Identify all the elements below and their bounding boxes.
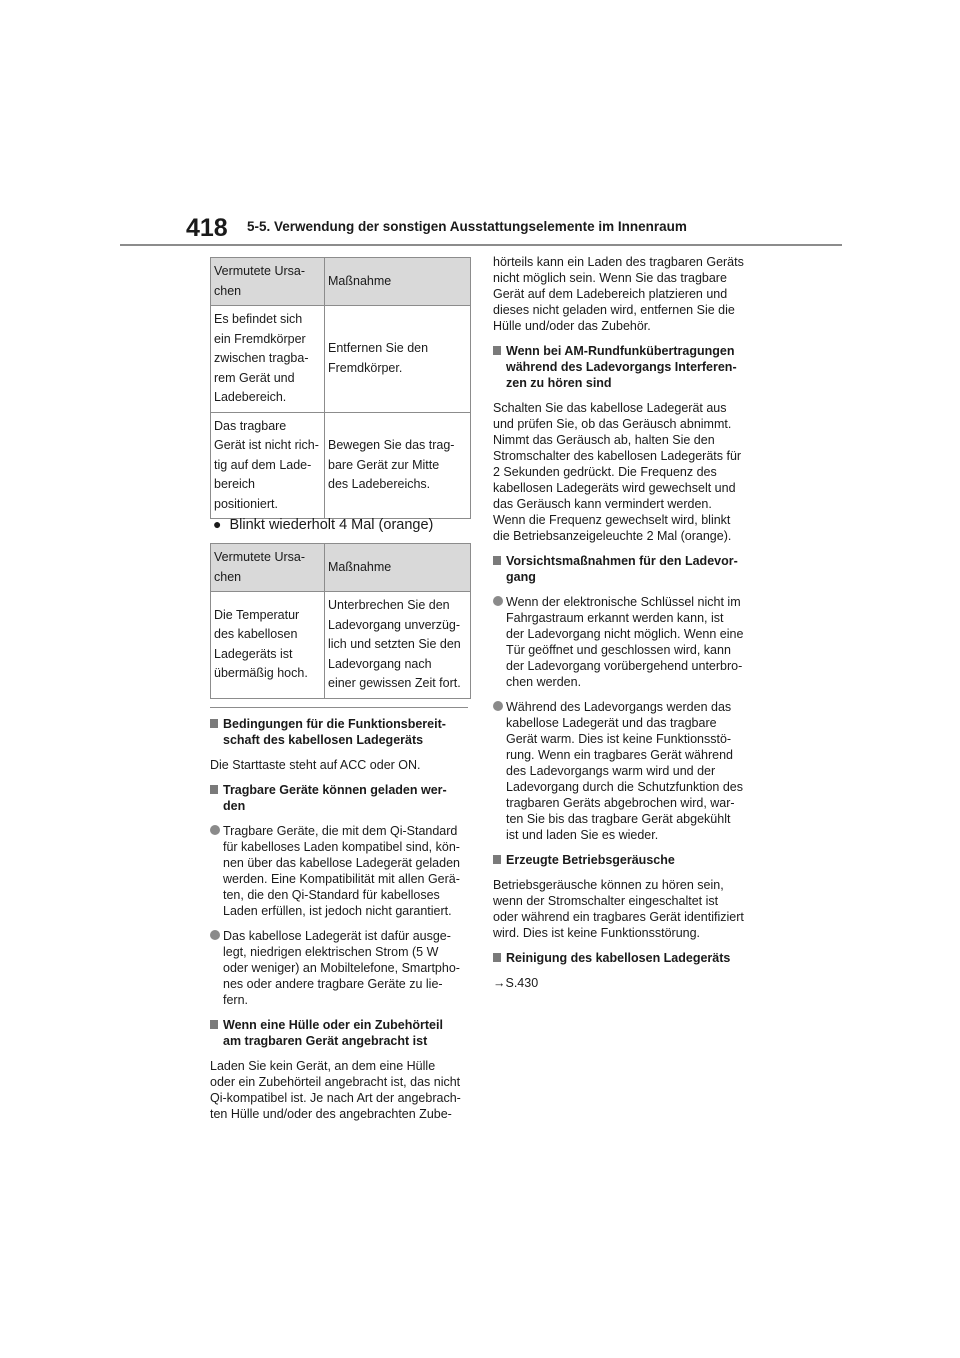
circle-bullet-icon [493, 701, 503, 711]
bullet-dot-icon: ● [213, 516, 222, 532]
circle-bullet-icon [210, 930, 220, 940]
paragraph: Die Starttaste steht auf ACC oder ON. [210, 758, 421, 772]
table-cell-cause: Das tragbare Gerät ist nicht rich- tig auf dem Lade- bereich positioniert. [211, 412, 325, 519]
table-cell-action: Unterbrechen Sie den Ladevorgang unverzüg- lich und setzten Sie den Ladevorgang nach einer gewissen Zeit fort. [325, 592, 471, 699]
subheading: Bedingungen für die Funktionsbereit- schaft des kabellosen Ladegeräts [210, 716, 472, 748]
table-cell-cause: Die Temperatur des kabellosen Ladegeräts ist übermäßig hoch. [211, 592, 325, 699]
bullet-item: Wenn der elektronische Schlüssel nicht im Fahrgastraum erkannt werden kann, ist der Ladevorgang nicht möglich. Wenn eine Tür geöffnet und geschlossen wird, kann der Ladevorgang vorübergehend unterbro- chen werden. [493, 594, 755, 690]
square-bullet-icon [210, 785, 218, 794]
paragraph: Laden Sie kein Gerät, an dem eine Hülle oder ein Zubehörteil angebracht ist, das nicht Qi-kompatibel ist. Je nach Art der angebrach- ten Hülle und/oder des angebrachten Zube- [210, 1059, 461, 1121]
header-rule [120, 244, 842, 246]
page-number: 418 [186, 214, 228, 242]
square-bullet-icon [210, 719, 218, 728]
bullet-heading [213, 515, 433, 534]
section-header: 5-5. Verwendung der sonstigen Ausstattungselemente im Innenraum [247, 219, 687, 234]
table-header-cause: Vermutete Ursa- chen [211, 258, 325, 306]
table-row [211, 412, 471, 519]
table-row [211, 306, 471, 413]
bullet-item: Tragbare Geräte, die mit dem Qi-Standard für kabelloses Laden kompatibel sind, kön- nen über das kabellose Ladegerät geladen werden. Eine Kompatibilität mit allen Gerä- ten, die den Qi-Standard für kabelloses Laden erfüllen, ist jedoch nicht garantiert. [210, 823, 472, 919]
square-bullet-icon [210, 1020, 218, 1029]
table-cell-action: Bewegen Sie das trag- bare Gerät zur Mitte des Ladebereichs. [325, 412, 471, 519]
bullet-item: Das kabellose Ladegerät ist dafür ausge- legt, niedrigen elektrischen Strom (5 W oder weniger) an Mobiltelefone, Smartpho- nes oder andere tragbare Geräte zu lie- fern. [210, 928, 472, 1008]
cause-action-table-2 [210, 543, 471, 699]
table-header-cause: Vermutete Ursa- chen [211, 544, 325, 592]
section-divider [210, 707, 468, 708]
subheading: Reinigung des kabellosen Ladegeräts [493, 950, 755, 966]
table-header-action: Maßnahme [325, 544, 471, 592]
subheading: Erzeugte Betriebsgeräusche [493, 852, 755, 868]
table-row [211, 592, 471, 699]
square-bullet-icon [493, 346, 501, 355]
table-header-row [211, 258, 471, 306]
paragraph: hörteils kann ein Laden des tragbaren Geräts nicht möglich sein. Wenn Sie das tragbare Gerät auf dem Ladebereich platzieren und dieses nicht geladen wird, entfernen Sie die Hülle und/oder das Zubehör. [493, 255, 744, 333]
square-bullet-icon [493, 953, 501, 962]
paragraph: Betriebsgeräusche können zu hören sein, wenn der Stromschalter eingeschaltet ist oder während ein tragbares Gerät identifiziert wird. Dies ist keine Funktionsstörung. [493, 878, 744, 940]
page-reference-link[interactable]: →S.430 [493, 976, 539, 990]
table-header-row [211, 544, 471, 592]
subheading: Tragbare Geräte können geladen wer- den [210, 782, 472, 814]
subheading: Wenn eine Hülle oder ein Zubehörteil am tragbaren Gerät angebracht ist [210, 1017, 472, 1049]
left-column [210, 716, 472, 1131]
table-cell-action: Entfernen Sie den Fremdkörper. [325, 306, 471, 413]
bullet-heading-text: Blinkt wiederholt 4 Mal (orange) [229, 517, 434, 533]
circle-bullet-icon [210, 825, 220, 835]
table-header-action: Maßnahme [325, 258, 471, 306]
square-bullet-icon [493, 855, 501, 864]
square-bullet-icon [493, 556, 501, 565]
subheading: Vorsichtsmaßnahmen für den Ladevor- gang [493, 553, 755, 585]
subheading: Wenn bei AM-Rundfunkübertragungen während des Ladevorgangs Interferen- zen zu hören sind [493, 343, 755, 391]
circle-bullet-icon [493, 596, 503, 606]
cause-action-table-1 [210, 257, 471, 519]
table-cell-cause: Es befindet sich ein Fremdkörper zwischen tragba- rem Gerät und Ladebereich. [211, 306, 325, 413]
right-column [493, 254, 755, 1000]
paragraph: Schalten Sie das kabellose Ladegerät aus und prüfen Sie, ob das Geräusch abnimmt. Nimmt das Geräusch ab, halten Sie den Stromschalter des kabellosen Ladegeräts für 2 Sekunden gedrückt. Die Frequenz des kabellosen Ladegeräts wird gewechselt und das Geräusch kann vermindert werden. Wenn die Frequenz gewechselt wird, blinkt die Betriebsanzeigeleuchte 2 Mal (orange). [493, 401, 742, 543]
bullet-item: Während des Ladevorgangs werden das kabellose Ladegerät und das tragbare Gerät warm. Dies ist keine Funktionsstö- rung. Wenn ein tragbares Gerät während des Ladevorgangs warm wird und der Ladevorgang durch die Schutzfunktion des tragbaren Geräts abgebrochen wird, war- ten Sie bis das tragbare Gerät abgekühlt ist und laden Sie es wieder. [493, 699, 755, 843]
